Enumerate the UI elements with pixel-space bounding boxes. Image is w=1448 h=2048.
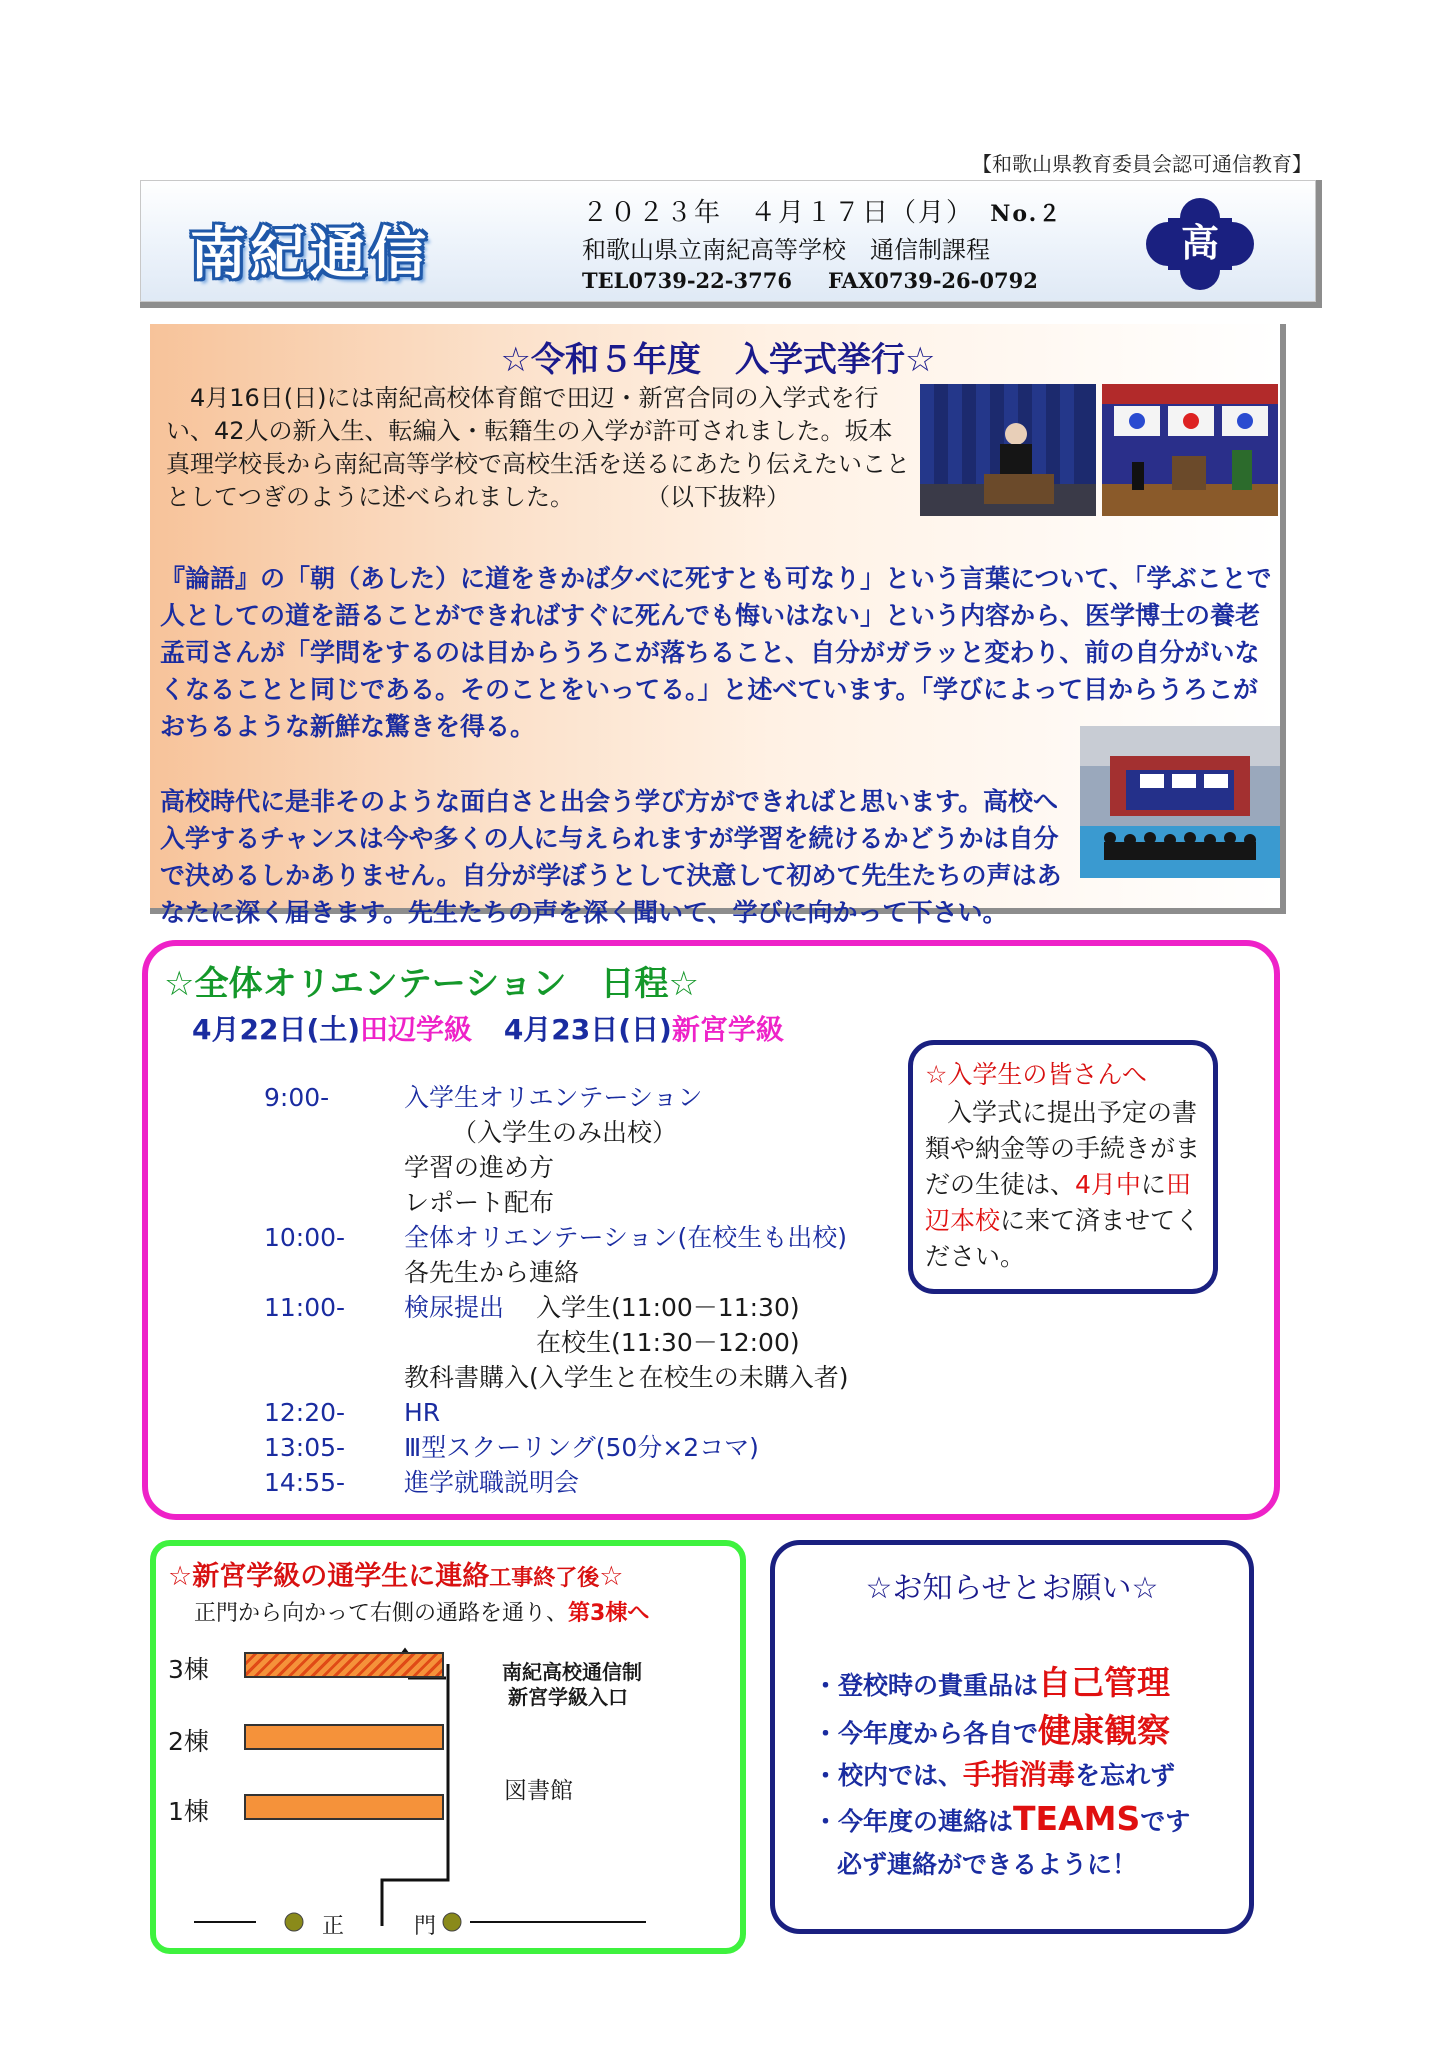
schedule-note: （入学生のみ出校）	[452, 1118, 678, 1147]
route-title-text: ☆新宮学級の通学生に連絡	[168, 1561, 490, 1592]
date-text: ２０２３年 ４月１７日（月）	[582, 198, 975, 228]
orientation-dates	[192, 1008, 784, 1048]
ceremony-photo-stage	[1102, 384, 1278, 516]
notice-text: に来て済ませてください。	[925, 1206, 1201, 1271]
time-slot: 14:55-	[264, 1468, 346, 1497]
info-teams	[813, 1799, 1190, 1838]
date-tanabe: 4月22日(土)	[192, 1013, 361, 1046]
orientation-title: ☆全体オリエンテーション 日程☆	[164, 964, 699, 1004]
library-label: 図書館	[504, 1778, 573, 1804]
issue-date	[582, 192, 1062, 229]
route-title-condition: 工事終了後	[489, 1566, 600, 1591]
schedule-note: 入学生(11:00－11:30)	[536, 1293, 800, 1322]
shingu-route-notice	[150, 1540, 746, 1954]
class-shingu: 新宮学級	[671, 1013, 784, 1046]
schedule-note: 学習の進め方	[404, 1153, 555, 1182]
schedule-note: レポート配布	[404, 1188, 555, 1217]
entrance-label-line1: 南紀高校通信制	[502, 1660, 642, 1684]
notice-deadline: 4月中	[1075, 1170, 1141, 1199]
time-slot: 10:00-	[264, 1223, 346, 1252]
entrance-label-line2: 新宮学級入口	[508, 1685, 628, 1709]
info-emphasis: TEAMS	[1013, 1799, 1141, 1838]
schedule-note: 在校生(11:30－12:00)	[536, 1328, 800, 1357]
info-health	[813, 1705, 1170, 1752]
info-text: ・今年度から各自で	[813, 1719, 1039, 1748]
info-title: ☆お知らせとお願い☆	[865, 1571, 1159, 1606]
class-tanabe: 田辺学級	[360, 1013, 473, 1046]
route-instruction-text: 正門から向かって右側の通路を通り、	[194, 1601, 569, 1626]
schedule-note: 教科書購入(入学生と在校生の未購入者)	[404, 1363, 849, 1392]
building-1	[244, 1794, 444, 1820]
info-valuables	[813, 1657, 1170, 1704]
info-text: ・校内では、	[813, 1761, 964, 1790]
ceremony-photo-speech	[920, 384, 1096, 516]
info-sanitize	[813, 1753, 1175, 1793]
intro-text: 4月16日(日)には南紀高校体育館で田辺・新宮合同の入学式を行い、42人の新入生、転編入・転籍生の入学が許可されました。坂本真理学校長から南紀高等学校で高校生活を送るにあたり伝えたいこととしてつぎのように述べられました。 （以下抜粋）	[166, 384, 910, 511]
info-text: ・登校時の貴重品は	[813, 1671, 1039, 1700]
time-slot: 12:20-	[264, 1398, 346, 1427]
info-emphasis: 自己管理	[1038, 1663, 1171, 1702]
schedule-item: 検尿提出	[404, 1293, 505, 1322]
issue-number: No.２	[990, 201, 1063, 227]
info-text: ・今年度の連絡は	[813, 1807, 1014, 1836]
principal-speech-continued: 高校時代に是非そのような面白さと出会う学び方ができればと思います。高校へ入学するチャンスは今や多くの人に与えられますが学習を続けるかどうかは自分で決めるしかありません。自分が学ぼうとして決意して初めて先生たちの声はあなたに深く届きます。先生たちの声を深く聞いて、学びに向かって下さい。	[160, 787, 1062, 927]
building-3	[244, 1652, 444, 1678]
notice-text: 入学式に提出予定の書類や納金等の手続きがまだの生徒は、	[925, 1098, 1201, 1199]
building-2	[244, 1724, 444, 1750]
entrance-label	[502, 1660, 642, 1710]
gate-label-left: 正	[322, 1914, 345, 1939]
emblem-char: 高	[1180, 221, 1220, 265]
principal-speech: 『論語』の「朝（あした）に道をきかば夕べに死すとも可なり」という言葉について、「学ぶことで人としての道を語ることができればすぐに死んでも悔いはない」という内容から、医学博士の養老孟司さんが「学問をするのは目からうろこが落ちること、自分がガラッと変わり、前の自分がいなくなることと同じである。そのことをいってる。」と述べています。「学びによって目からうろこがおちるような新鮮な驚きを得る。	[160, 564, 1272, 741]
orientation-schedule	[142, 940, 1280, 1520]
article-title: ☆令和５年度 入学式挙行☆	[500, 340, 936, 380]
info-text: を忘れず	[1075, 1761, 1176, 1790]
gate-label-right: 門	[414, 1914, 437, 1939]
schedule-item: Ⅲ型スクーリング(50分×2コマ)	[404, 1433, 759, 1462]
entrance-ceremony-article	[150, 324, 1286, 927]
info-text: です	[1140, 1807, 1191, 1836]
schedule-item: 全体オリエンテーション(在校生も出校)	[404, 1223, 848, 1252]
notice-location: 田辺本校	[925, 1170, 1191, 1235]
newsletter-logo: 南紀通信	[190, 222, 430, 287]
schedule-item: HR	[404, 1398, 441, 1427]
ceremony-photo-hall	[1080, 726, 1280, 878]
info-emphasis: 手指消毒	[963, 1758, 1076, 1791]
school-emblem-icon	[1140, 198, 1260, 290]
accreditation-note: 【和歌山県教育委員会認可通信教育】	[972, 152, 1312, 176]
notice-text: に	[1140, 1170, 1166, 1199]
article-intro	[166, 382, 916, 514]
new-students-notice	[908, 1040, 1218, 1294]
notice-title: ☆入学生の皆さんへ	[925, 1060, 1147, 1089]
time-slot: 11:00-	[264, 1293, 346, 1322]
notice-body	[925, 1095, 1201, 1275]
building-2-label: 2棟	[168, 1727, 209, 1756]
schedule-item: 入学生オリエンテーション	[404, 1083, 703, 1112]
tel-number: TEL0739-22-3776	[582, 268, 792, 293]
notices-and-requests	[770, 1540, 1254, 1934]
newsletter-header	[140, 180, 1322, 308]
schedule-note: 各先生から連絡	[404, 1258, 580, 1287]
route-destination: 第3棟へ	[568, 1601, 650, 1626]
school-name: 和歌山県立南紀高等学校 通信制課程	[582, 236, 990, 264]
building-1-label: 1棟	[168, 1797, 209, 1826]
building-3-label: 3棟	[168, 1655, 209, 1684]
info-emphasis: 健康観察	[1038, 1711, 1171, 1750]
time-slot: 9:00-	[264, 1083, 330, 1112]
route-title-end: ☆	[599, 1561, 624, 1592]
info-contact: 必ず連絡ができるように！	[837, 1850, 1138, 1879]
date-shingu: 4月23日(日)	[503, 1013, 672, 1046]
time-slot: 13:05-	[264, 1433, 346, 1462]
fax-number: FAX0739-26-0792	[828, 268, 1038, 293]
schedule-item: 進学就職説明会	[404, 1468, 580, 1497]
